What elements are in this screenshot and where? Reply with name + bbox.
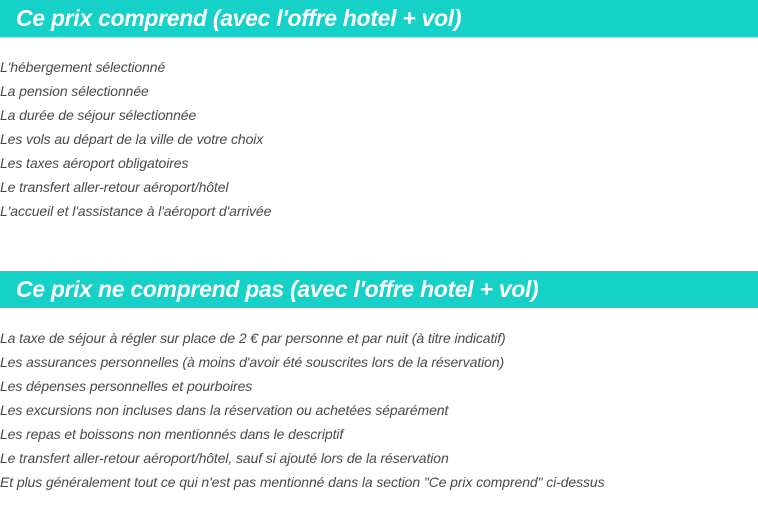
included-title: Ce prix comprend (avec l'offre hotel + vol)	[16, 5, 462, 31]
excluded-item: Le transfert aller-retour aéroport/hôtel, sauf si ajouté lors de la réservation	[0, 450, 449, 466]
excluded-banner	[0, 271, 758, 308]
included-item: Le transfert aller-retour aéroport/hôtel	[0, 179, 229, 195]
excluded-title: Ce prix ne comprend pas (avec l'offre hotel + vol)	[16, 276, 539, 302]
excluded-item: Et plus généralement tout ce qui n'est pas mentionné dans la section "Ce prix comprend" ci-dessus	[0, 474, 605, 490]
included-item: La durée de séjour sélectionnée	[0, 107, 197, 123]
excluded-list	[0, 326, 758, 494]
included-banner	[0, 0, 758, 37]
excluded-section	[0, 271, 758, 494]
included-item: Les vols au départ de la ville de votre choix	[0, 131, 264, 147]
included-item: L'accueil et l'assistance à l'aéroport d'arrivée	[0, 203, 272, 219]
included-item: Les taxes aéroport obligatoires	[0, 155, 189, 171]
included-section	[0, 0, 758, 223]
excluded-item: Les excursions non incluses dans la réservation ou achetées séparément	[0, 402, 449, 418]
included-item: La pension sélectionnée	[0, 83, 149, 99]
included-list	[0, 55, 758, 223]
excluded-item: La taxe de séjour à régler sur place de 2 € par personne et par nuit (à titre indicatif)	[0, 330, 506, 346]
excluded-item: Les assurances personnelles (à moins d'avoir été souscrites lors de la réservation)	[0, 354, 505, 370]
included-item: L'hébergement sélectionné	[0, 59, 166, 75]
excluded-item: Les repas et boissons non mentionnés dans le descriptif	[0, 426, 344, 442]
excluded-item: Les dépenses personnelles et pourboires	[0, 378, 253, 394]
